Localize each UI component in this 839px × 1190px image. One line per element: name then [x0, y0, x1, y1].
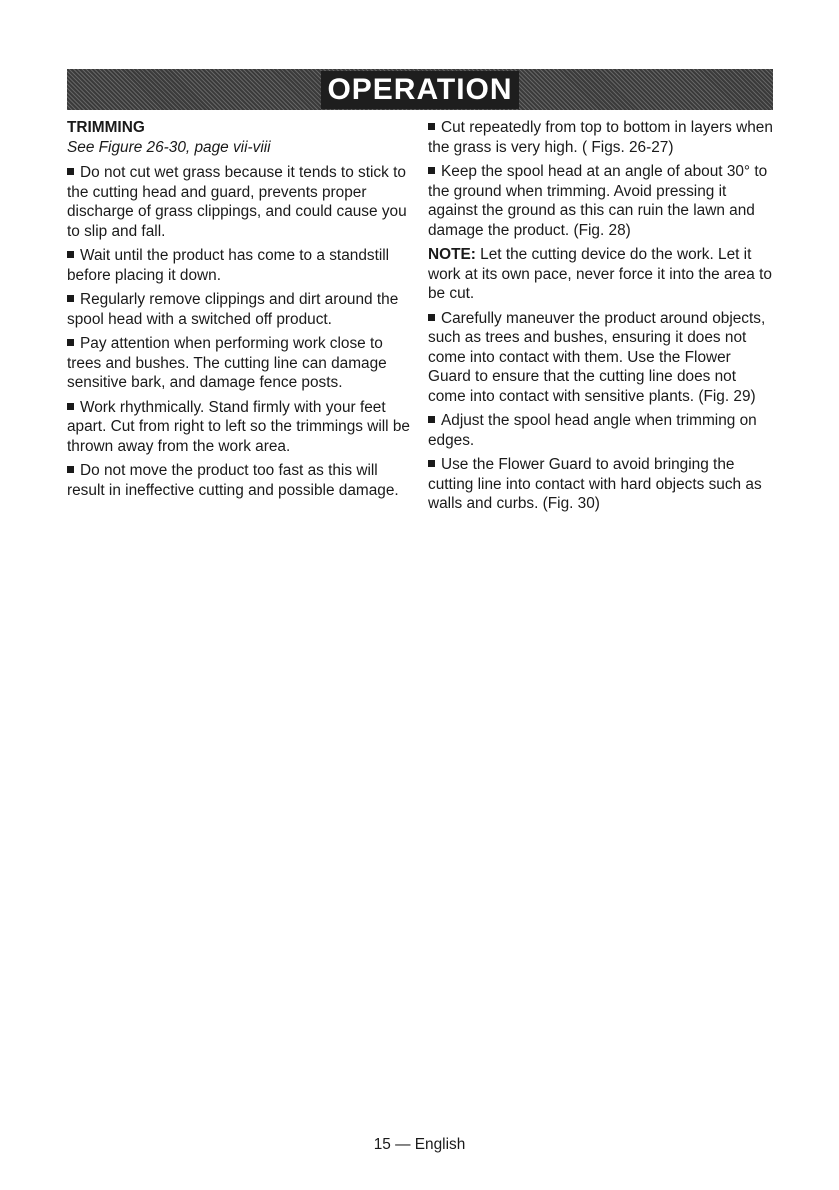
list-item: Use the Flower Guard to avoid bringing the cutting line into contact with hard objects such as walls and curbs. (Fig. 30) — [428, 456, 762, 512]
bullet-icon — [428, 460, 435, 467]
note-paragraph — [428, 245, 776, 304]
list-item: Carefully maneuver the product around objects, such as trees and bushes, ensuring it does not come into contact with them. Use the Flower Guard to ensure that the cutting line does not come into contact with sensitive plants. (Fig. 29) — [428, 309, 766, 405]
bullet-icon — [67, 339, 74, 346]
list-item: Adjust the spool head angle when trimming on edges. — [428, 412, 757, 449]
bullet-icon — [67, 251, 74, 258]
right-column — [428, 118, 776, 519]
list-item: Work rhythmically. Stand firmly with your feet apart. Cut from right to left so the trimmings will be thrown away from the work area. — [67, 398, 410, 455]
bullet-icon — [67, 168, 74, 175]
section-title: OPERATION — [321, 71, 518, 109]
trimming-heading: TRIMMING — [67, 119, 145, 136]
list-item: Pay attention when performing work close to trees and bushes. The cutting line can damage sensitive bark, and damage fence posts. — [67, 335, 387, 391]
bullet-icon — [428, 314, 435, 321]
bullet-icon — [67, 403, 74, 410]
left-column — [67, 118, 412, 505]
list-item: Regularly remove clippings and dirt around the spool head with a switched off product. — [67, 291, 399, 328]
bullet-icon — [428, 123, 435, 130]
list-item: Wait until the product has come to a standstill before placing it down. — [67, 247, 390, 284]
bullet-icon — [428, 416, 435, 423]
list-item: Cut repeatedly from top to bottom in layers when the grass is very high. ( Figs. 26-27) — [428, 119, 773, 156]
bullet-icon — [428, 167, 435, 174]
section-banner — [67, 69, 773, 110]
figure-reference: See Figure 26-30, page vii-viii — [67, 138, 271, 156]
list-item: Keep the spool head at an angle of about 30° to the ground when trimming. Avoid pressing it against the ground as this can ruin the lawn and damage the product. (Fig. 28) — [428, 163, 768, 239]
list-item: Do not cut wet grass because it tends to stick to the cutting head and guard, prevents proper discharge of grass clippings, and could cause you to slip and fall. — [67, 164, 407, 240]
page-footer: 15 — English — [373, 1136, 466, 1153]
note-label: NOTE: — [428, 246, 476, 263]
note-text: Let the cutting device do the work. Let it work at its own pace, never force it into the area to be cut. — [428, 246, 772, 302]
bullet-icon — [67, 295, 74, 302]
list-item: Do not move the product too fast as this will result in ineffective cutting and possible damage. — [67, 462, 399, 499]
bullet-icon — [67, 466, 74, 473]
